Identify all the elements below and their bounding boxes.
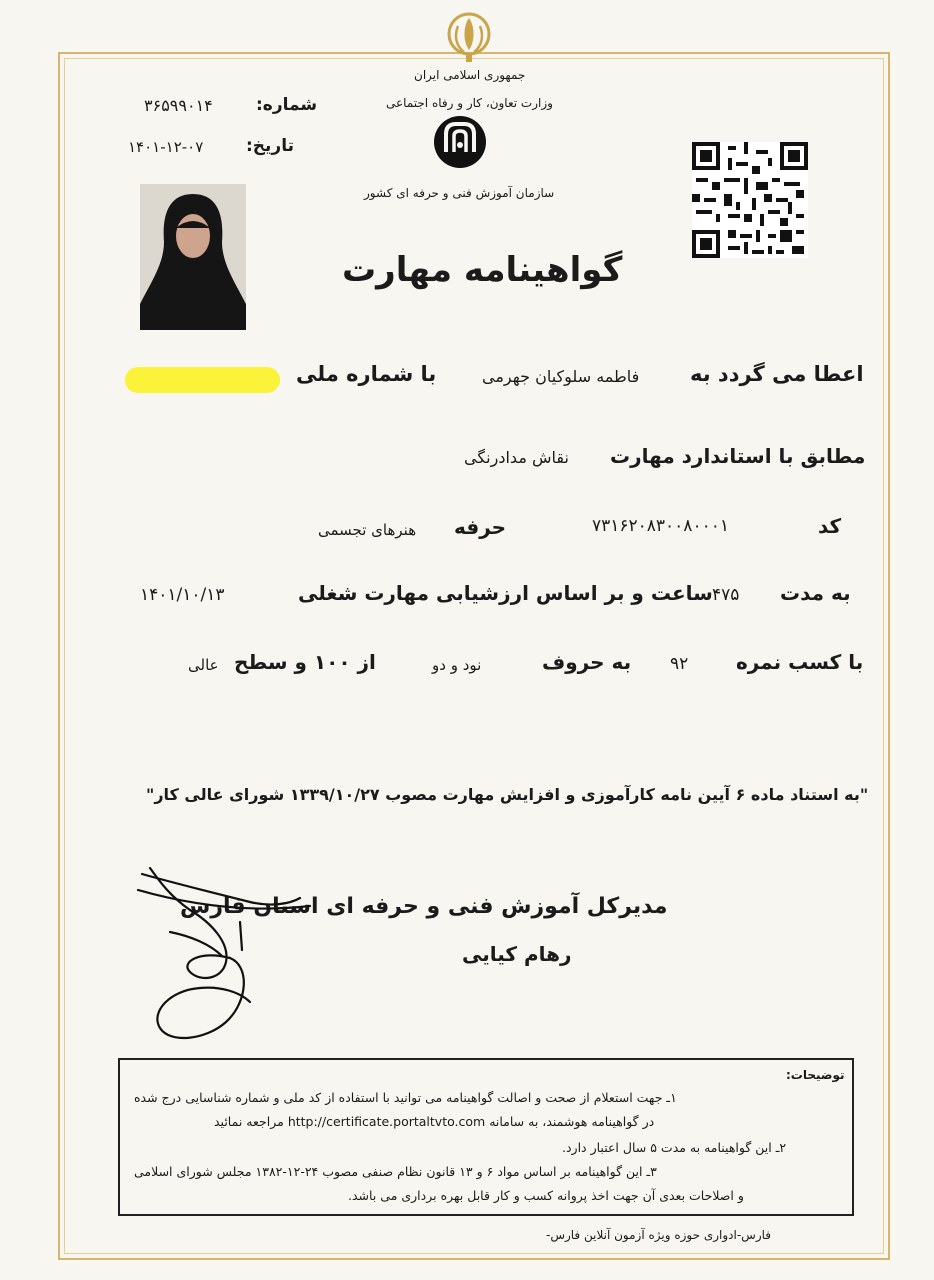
certificate-title: گواهینامه مهارت [342, 250, 623, 290]
out-of-label: از ۱۰۰ و سطح [234, 650, 376, 674]
issued-to-value: فاطمه سلوکیان جهرمی [482, 367, 640, 386]
country-name: جمهوری اسلامی ایران [414, 68, 526, 82]
score-label: با کسب نمره [736, 650, 864, 674]
code-value: ۷۳۱۶۲۰۸۳۰۰۸۰۰۰۱ [592, 516, 729, 536]
duration-value: ۴۷۵ [712, 585, 740, 605]
level-value: عالی [188, 656, 219, 674]
in-words-label: به حروف [542, 650, 632, 674]
date-value: ۱۴۰۱-۱۲-۰۷ [128, 138, 204, 156]
notes-line-4: ۳ـ این گواهینامه بر اساس مواد ۶ و ۱۳ قانون نظام صنفی مصوب ۲۴-۱۲-۱۳۸۲ مجلس شورای اسلامی [134, 1164, 657, 1179]
applicant-photo [140, 184, 246, 330]
date-label: تاریخ: [246, 136, 294, 156]
standard-value: نقاش مدادرنگی [464, 448, 569, 467]
trade-value: هنرهای تجسمی [318, 521, 417, 539]
footer-text: فارس-ادواری حوزه ویژه آزمون آنلاین فارس- [546, 1228, 772, 1242]
number-label: شماره: [256, 95, 318, 115]
notes-line-3: ۲ـ این گواهینامه به مدت ۵ سال اعتبار دارد. [562, 1140, 787, 1155]
number-value: ۳۶۵۹۹۰۱۴ [144, 96, 213, 115]
notes-line-5: و اصلاحات بعدی آن جهت اخذ پروانه کسب و کار قابل بهره برداری می باشد. [348, 1188, 744, 1203]
legal-statement: "به استناد ماده ۶ آیین نامه کارآموزی و افزایش مهارت مصوب ۱۳۳۹/۱۰/۲۷ شورای عالی کار" [146, 785, 869, 804]
redacted-national-id [125, 367, 280, 393]
code-label: کد [818, 514, 842, 538]
national-id-label: با شماره ملی [296, 362, 437, 386]
notes-line-2: در گواهینامه هوشمند، به سامانه http://certificate.portaltvto.com مراجعه نمائید [214, 1114, 655, 1129]
assessment-date: ۱۴۰۱/۱۰/۱۳ [140, 585, 225, 605]
handwritten-signature [130, 862, 330, 1052]
notes-line-1: ۱ـ جهت استعلام از صحت و اصالت گواهینامه می توانید با استفاده از کد ملی و شماره شناسایی درج شده [134, 1090, 677, 1105]
hours-label: ساعت و بر اساس ارزشیابی مهارت شغلی [298, 581, 713, 605]
iran-emblem-icon [444, 8, 494, 64]
organization-name: سازمان آموزش فنی و حرفه ای کشور [364, 186, 555, 200]
trade-label: حرفه [454, 515, 507, 539]
qr-code-icon [692, 142, 808, 258]
standard-label: مطابق با استاندارد مهارت [610, 444, 866, 468]
duration-label: به مدت [780, 581, 851, 605]
issued-to-label: اعطا می گردد به [690, 362, 864, 386]
signatory-name: رهام کیایی [462, 942, 572, 966]
notes-heading: توضیحات: [786, 1068, 845, 1082]
tvto-logo-icon [432, 112, 488, 172]
ministry-name: وزارت تعاون، کار و رفاه اجتماعی [386, 96, 553, 110]
in-words-value: نود و دو [432, 656, 482, 674]
score-value: ۹۲ [670, 654, 689, 674]
signatory-position: مدیرکل آموزش فنی و حرفه ای استان فارس [180, 894, 668, 919]
